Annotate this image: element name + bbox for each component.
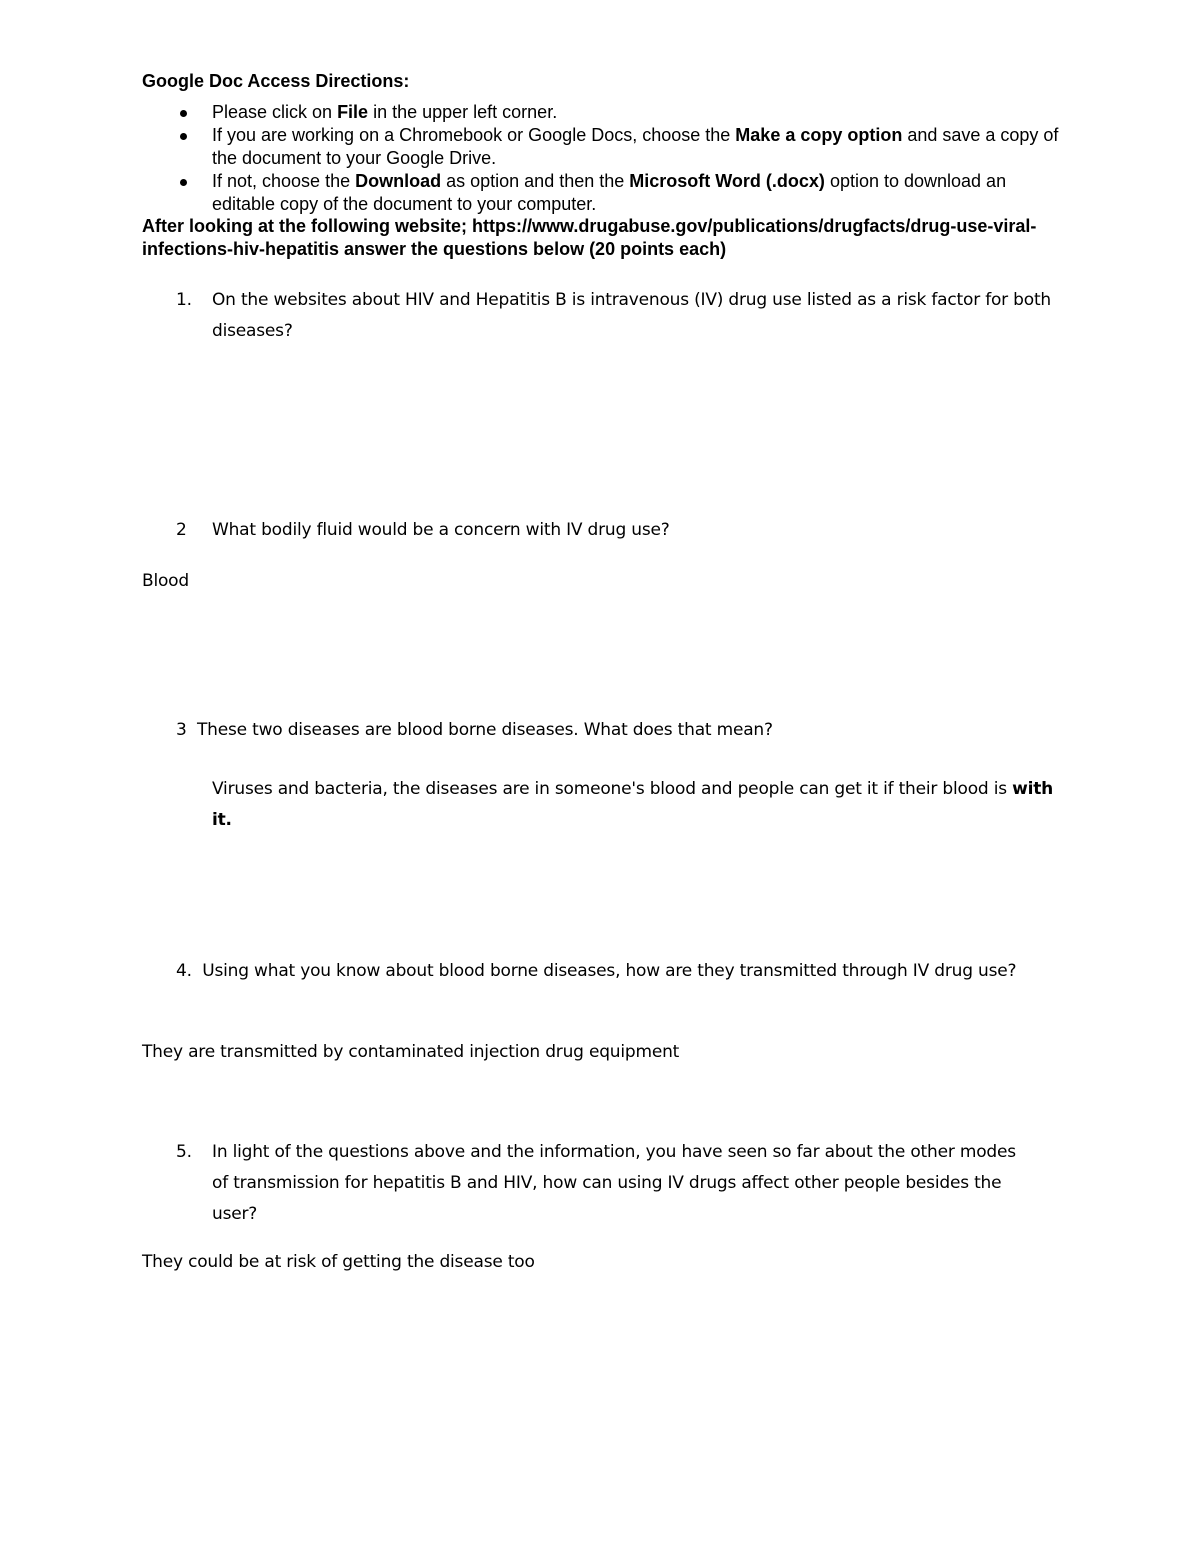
assignment-intro: After looking at the following website; https://www.drugabuse.gov/publications/drugfacts/drug-use-viral-infections-hiv-hepatitis answer the questions below (20 points each) <box>142 216 1037 259</box>
question-4 <box>176 956 1036 987</box>
word-docx-term: Microsoft Word (.docx) <box>629 171 825 191</box>
bullet-icon <box>180 133 187 140</box>
bullet-icon <box>180 110 187 117</box>
file-term: File <box>337 102 369 122</box>
download-term: Download <box>355 171 442 191</box>
directions-list <box>142 101 1062 216</box>
directions-item-copy: If you are working on a Chromebook or Google Docs, choose the Make a copy option and save a copy of the document to your Google Drive. <box>142 124 1062 170</box>
directions-heading: Google Doc Access Directions: <box>142 71 410 91</box>
bullet-icon <box>180 179 187 186</box>
question-text: What bodily fluid would be a concern with IV drug use? <box>212 520 670 540</box>
directions-item-download: If not, choose the Download as option and then the Microsoft Word (.docx) option to download an editable copy of the document to your computer. <box>142 170 1062 216</box>
question-1 <box>176 285 1056 347</box>
question-3 <box>176 715 1056 746</box>
question-5 <box>176 1137 1026 1230</box>
question-text: In light of the questions above and the information, you have seen so far about the other modes of transmission for hepatitis B and HIV, how can using IV drugs affect other people besides the user? <box>212 1142 1016 1224</box>
question-number: 2 <box>176 520 187 540</box>
question-number: 3 <box>176 720 187 740</box>
answer-4: They are transmitted by contaminated injection drug equipment <box>142 1042 680 1062</box>
question-number: 4. <box>176 961 192 981</box>
question-text: These two diseases are blood borne diseases. What does that mean? <box>197 720 773 740</box>
question-text: On the websites about HIV and Hepatitis B is intravenous (IV) drug use listed as a risk factor for both diseases? <box>212 290 1052 341</box>
answer-2: Blood <box>142 571 189 591</box>
answer-3: Viruses and bacteria, the diseases are in someone's blood and people can get it if their blood is with it. <box>212 779 1054 830</box>
question-number: 1. <box>176 290 192 310</box>
question-2 <box>176 515 1056 546</box>
directions-item-file: Please click on File in the upper left corner. <box>142 101 1062 124</box>
answer-5: They could be at risk of getting the disease too <box>142 1252 535 1272</box>
make-copy-term: Make a copy option <box>735 125 903 145</box>
question-text: 4. Using what you know about blood borne diseases, how are they transmitted through IV drug use? <box>176 961 1017 981</box>
question-number: 5. <box>176 1142 192 1162</box>
